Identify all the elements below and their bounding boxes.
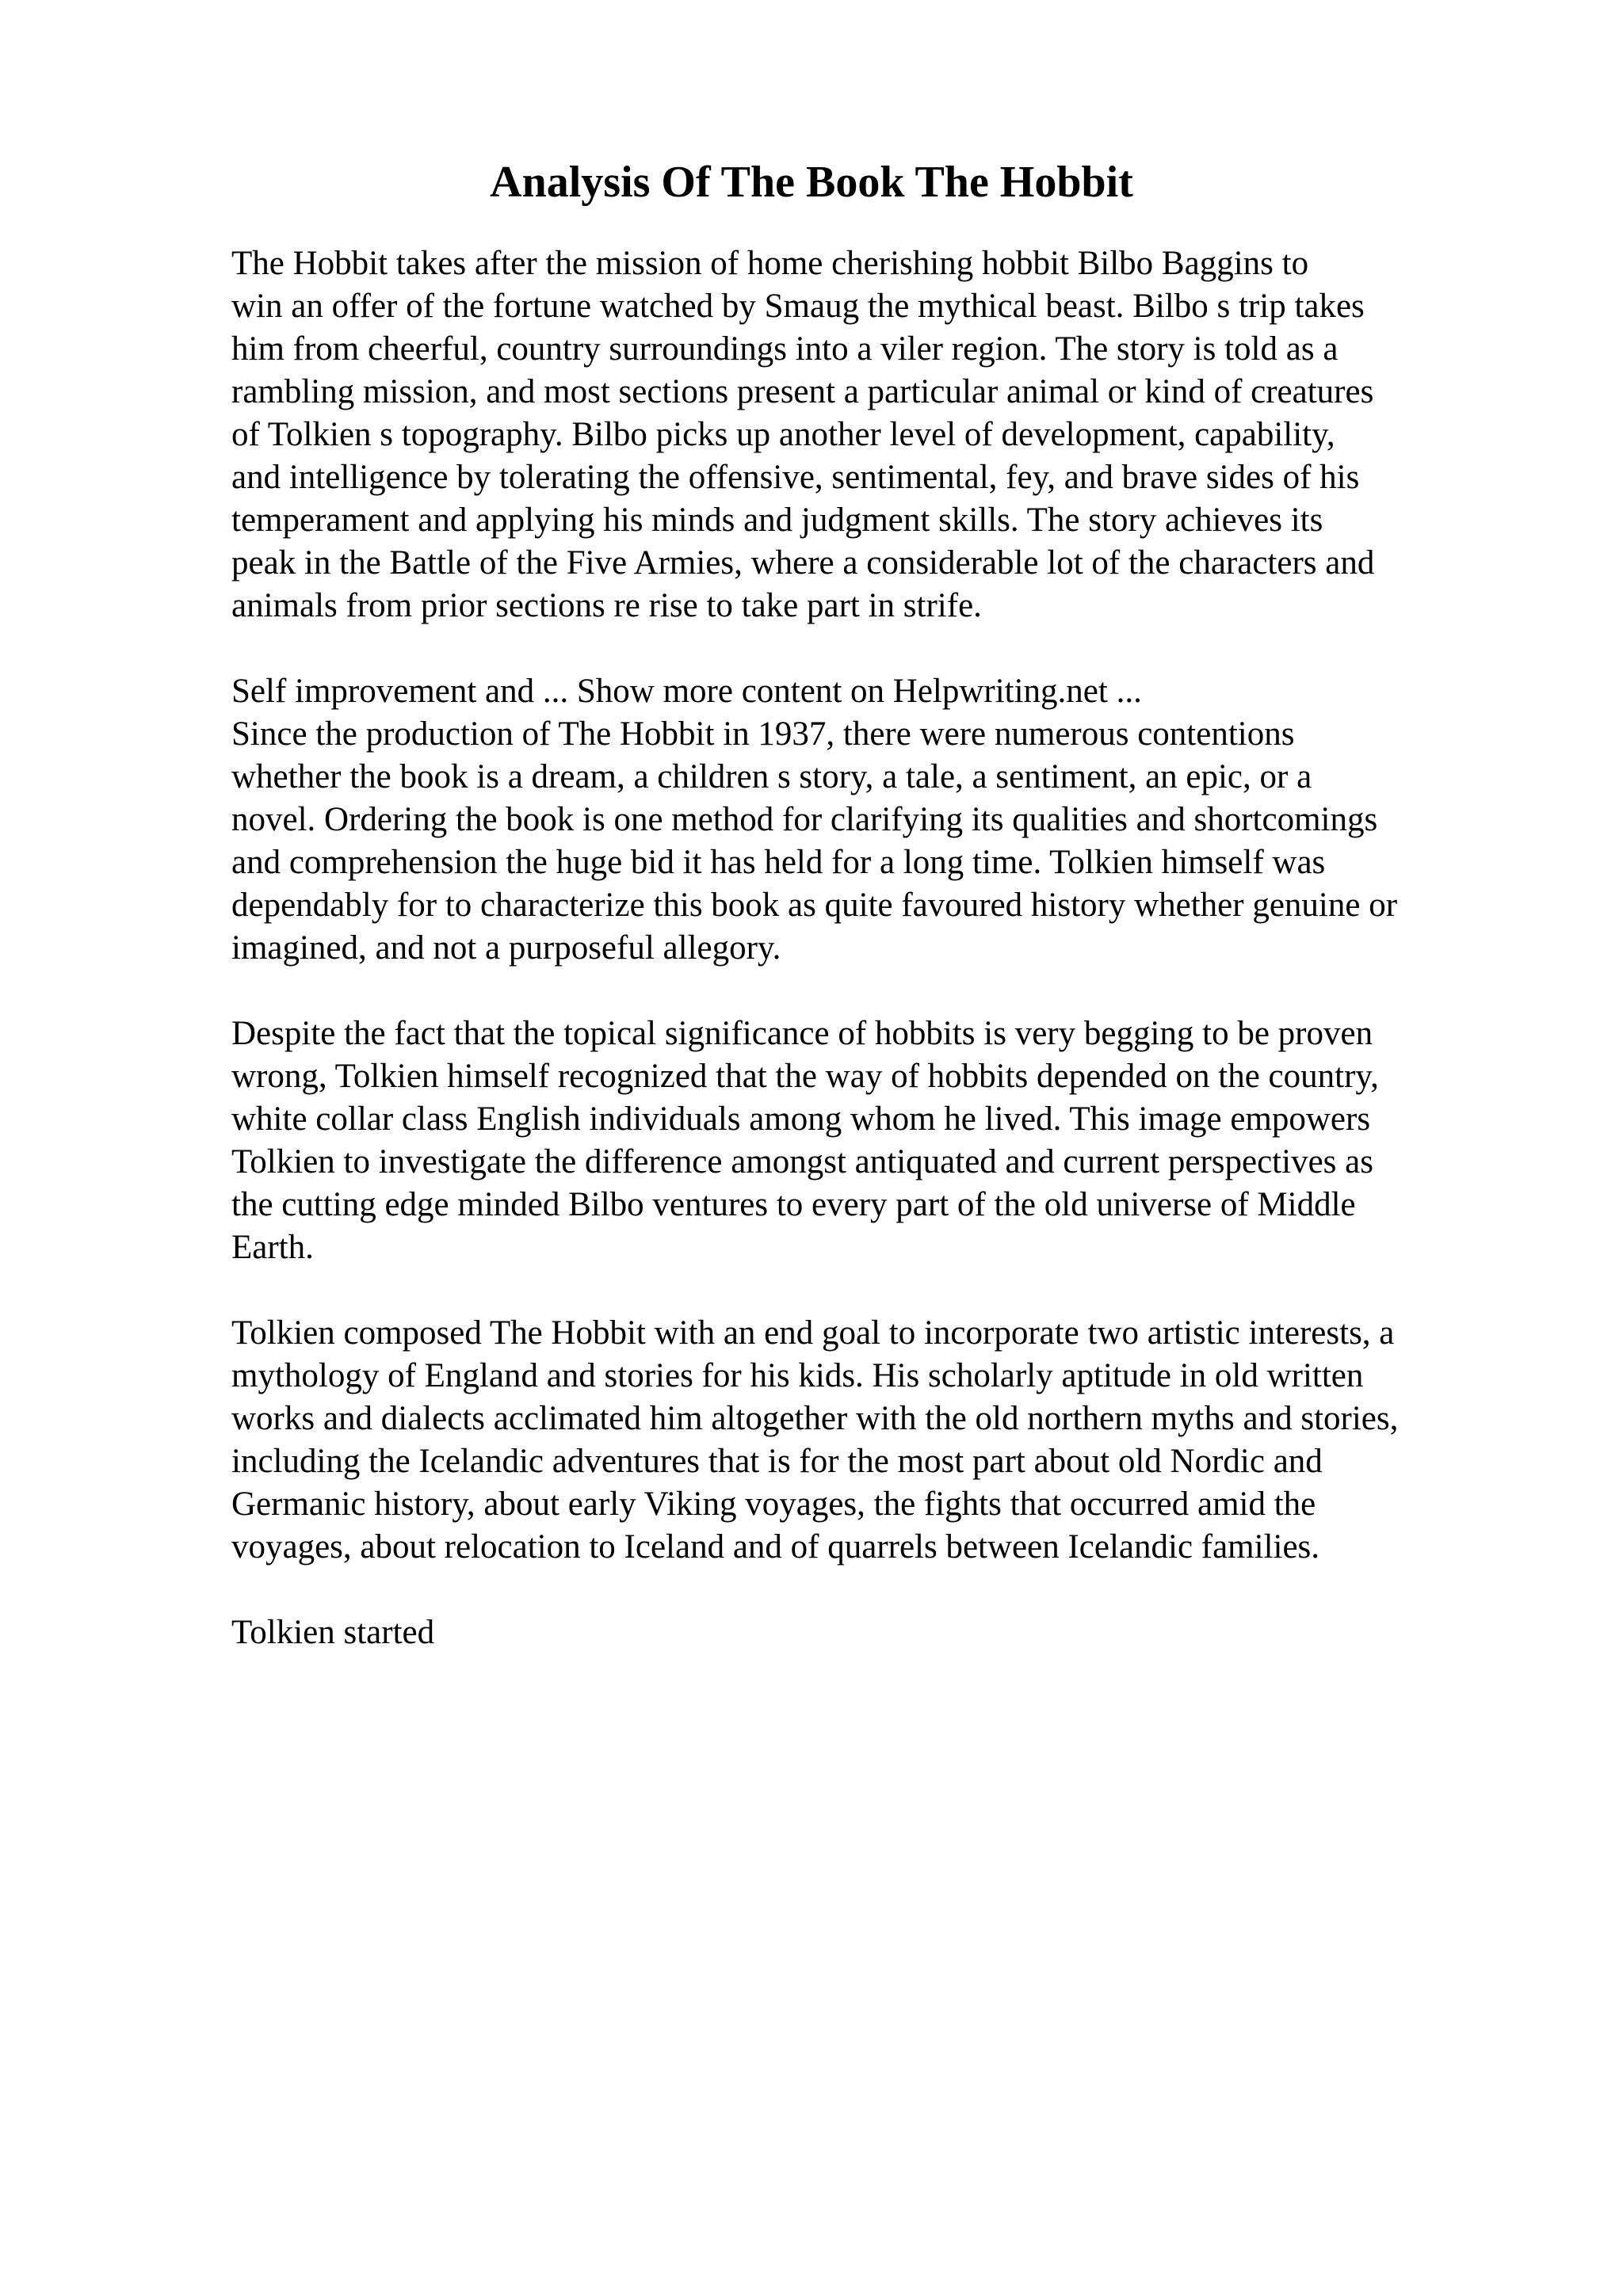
text-line: the cutting edge minded Bilbo ventures to every part of the old universe of Middle	[231, 1186, 1356, 1223]
paragraph-tolkien-interests	[231, 1312, 1515, 1569]
text-line: Tolkien composed The Hobbit with an end goal to incorporate two artistic interests, a	[231, 1314, 1395, 1352]
text-line: and intelligence by tolerating the offensive, sentimental, fey, and brave sides of his	[231, 459, 1360, 496]
text-line: temperament and applying his minds and judgment skills. The story achieves its	[231, 502, 1323, 539]
text-line: peak in the Battle of the Five Armies, where a considerable lot of the characters and	[231, 544, 1375, 582]
text-line: dependably for to characterize this book as quite favoured history whether genuine or	[231, 887, 1398, 924]
document-body	[231, 242, 1515, 1697]
paragraph-classification	[231, 713, 1515, 970]
paragraph-tolkien-started	[231, 1611, 1515, 1654]
text-line: mythology of England and stories for his kids. His scholarly aptitude in old written	[231, 1357, 1364, 1394]
paragraph-intro	[231, 242, 1515, 627]
text-line: Tolkien to investigate the difference amongst antiquated and current perspectives as	[231, 1143, 1373, 1180]
paragraph-show-more	[231, 670, 1515, 713]
text-line: The Hobbit takes after the mission of home cherishing hobbit Bilbo Baggins to	[231, 245, 1309, 282]
text-line: wrong, Tolkien himself recognized that the way of hobbits depended on the country,	[231, 1058, 1379, 1095]
text-line: animals from prior sections re rise to take part in strife.	[231, 587, 982, 624]
text-line: Germanic history, about early Viking voyages, the fights that occurred amid the	[231, 1486, 1316, 1523]
show-more-text: Self improvement and ... Show more content on Helpwriting.net ...	[231, 673, 1142, 710]
text-line: works and dialects acclimated him altogether with the old northern myths and stories,	[231, 1400, 1399, 1437]
text-line: novel. Ordering the book is one method for clarifying its qualities and shortcomings	[231, 801, 1378, 838]
page-title: Analysis Of The Book The Hobbit	[490, 158, 1133, 207]
text-line: white collar class English individuals among whom he lived. This image empowers	[231, 1100, 1371, 1138]
text-line: him from cheerful, country surroundings into a viler region. The story is told as a	[231, 330, 1338, 368]
text-line: voyages, about relocation to Iceland and of quarrels between Icelandic families.	[231, 1528, 1320, 1566]
text-line: Since the production of The Hobbit in 1937, there were numerous contentions	[231, 715, 1295, 753]
text-line: of Tolkien s topography. Bilbo picks up another level of development, capability,	[231, 416, 1335, 453]
paragraph-hobbits-significance	[231, 1013, 1515, 1269]
text-line: win an offer of the fortune watched by Smaug the mythical beast. Bilbo s trip takes	[231, 288, 1365, 325]
text-line: Despite the fact that the topical significance of hobbits is very begging to be proven	[231, 1015, 1373, 1052]
text-line: imagined, and not a purposeful allegory.	[231, 929, 781, 967]
text-line: whether the book is a dream, a children s story, a tale, a sentiment, an epic, or a	[231, 758, 1312, 795]
text-line: and comprehension the huge bid it has held for a long time. Tolkien himself was	[231, 844, 1326, 881]
text-line: Tolkien started	[231, 1614, 435, 1651]
text-line: rambling mission, and most sections present a particular animal or kind of creatures	[231, 373, 1374, 410]
text-line: Earth.	[231, 1229, 314, 1266]
text-line: including the Icelandic adventures that is for the most part about old Nordic and	[231, 1443, 1323, 1480]
